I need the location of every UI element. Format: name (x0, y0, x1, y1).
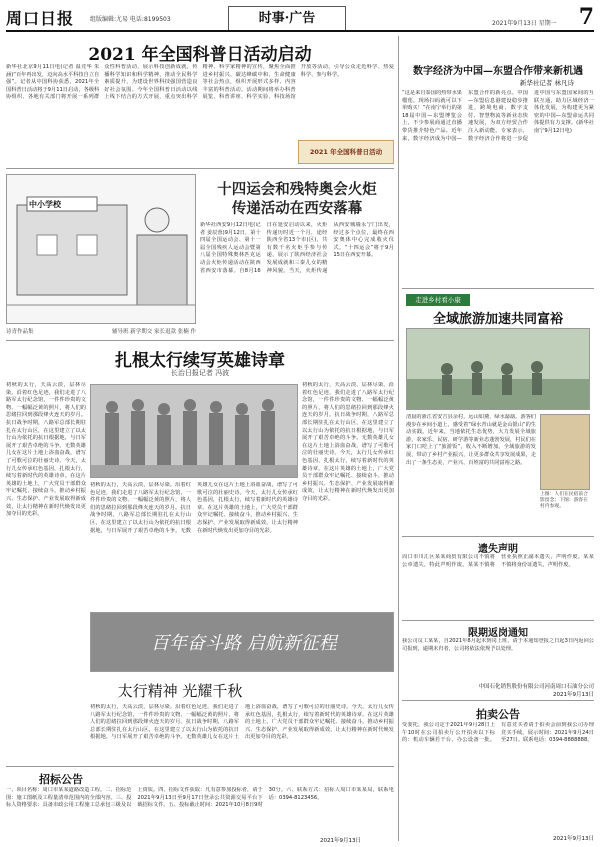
taihang-body-left: 初秋的太行，天高云淡，层林尽染。沿着红色足迹，我们走进了八路军太行纪念馆，一件件珍贵的文物、一幅幅泛黄的照片，将人们的思绪拉回到那段烽火连天的岁月。抗日战争时期，八路军总部长期驻扎在太行山区，在这里建立了以太行山为依托的抗日根据地，与日军展开了艰苦卓绝的斗争。无数英雄儿女在这片土地上浴血奋战，谱写了可歌可泣的壮丽史诗。今天，太行儿女传承红色基因，扎根太行，续写着新时代的英雄诗章。在这片英雄的土地上，广大党员干部群众牢记嘱托、接续奋斗，推动乡村振兴、生态保护、产业发展取得新成效，让太行精神在新时代焕发出更加夺目的光彩。 (6, 382, 86, 518)
section-title: 时事·广告 (228, 6, 346, 30)
return-notice-date: 2021年9月13日 (553, 692, 594, 698)
auction-notice-date: 2021年9月13日 (553, 836, 594, 842)
school-sign: 中小学校 (29, 200, 61, 209)
banner-overlay-text: 百年奋斗路 启航新征程 (151, 633, 337, 654)
digital-economy-byline: 新华社记者 林凡诗 (519, 79, 574, 87)
auction-notice-title: 拍卖公告 (476, 708, 520, 721)
cartoon-drawing (7, 175, 196, 324)
masthead (6, 6, 594, 32)
divider (6, 340, 394, 341)
village-tag (406, 294, 470, 306)
tourism-headline: 全域旅游加速共同富裕 (432, 312, 563, 327)
kepu-headline: 2021 年全国科普日活动启动 (88, 45, 312, 65)
tourism-photo-bottom (540, 414, 590, 490)
divider (402, 536, 594, 537)
tourism-photo-top (406, 328, 590, 410)
editor-info: 组版编辑:尤易 电话:8199503 (90, 16, 171, 23)
tourism-body: 清晨的浙江省安吉县余村，远山如黛、绿水潺潺。游客们漫步在乡间小道上，感受着“绿水青山就是金山银山”的生动实践。近年来，当地依托生态优势，大力发展全域旅游，农家乐、民宿、研学游等新业态蓬勃发展，村民们在家门口吃上了“旅游饭”，收入不断增加。全域旅游的发展，带动了乡村产业振兴，让更多群众共享发展成果，走出了一条生态美、产业兴、百姓富的共同富裕之路。 (406, 414, 536, 466)
tender-title: 招标公告 (39, 773, 83, 786)
page-number: 7 (578, 4, 594, 30)
tender-date: 2021年9月13日 (320, 838, 361, 844)
digital-economy-headline: 数字经济为中国—东盟合作带来新机遇 (413, 66, 583, 77)
tender-body: 一、项目名称：周口市某某道路改造工程。二、招标范围：施工图纸及工程量清单范围内的全部内容。三、投标人资格要求：具备市政公用工程施工总承包三级及以上资质。四、招标文件获取：凡有意参加投标者，请于2021年9月13日至9月17日登录公共资源交易平台下载招标文件。五、投标截止时间：2021年10月8日9时30分。六、联系方式：招标人周口市某某局，联系电话：0394-8123456。 (6, 787, 394, 809)
cartoon-left-caption: 诗青作品集 (6, 329, 34, 335)
auction-notice-body: 受委托，我公司定于2021年9月28日上午10时在公司拍卖厅公开拍卖以下标的：机动车辆若干台、办公设备一批。有意竞买者请于拍卖会前到我公司办理竞买手续。展示时间：2021年9月24日至27日。联系电话：0394-8888888。 (402, 722, 594, 744)
divider (6, 168, 394, 169)
taihang-body-mid: 初秋的太行，天高云淡，层林尽染。沿着红色足迹，我们走进了八路军太行纪念馆，一件件珍贵的文物、一幅幅泛黄的照片，将人们的思绪拉回到那段烽火连天的岁月。抗日战争时期，八路军总部长期驻扎在太行山区，在这里建立了以太行山为依托的抗日根据地，与日军展开了艰苦卓绝的斗争。无数英雄儿女在这片土地上浴血奋战，谱写了可歌可泣的壮丽史诗。今天，太行儿女传承红色基因，扎根太行，续写着新时代的英雄诗章。在这片英雄的土地上，广大党员干部群众牢记嘱托、接续奋斗，推动乡村振兴、生态保护、产业发展取得新成效，让太行精神在新时代焕发出更加夺目的光彩。 (90, 482, 298, 534)
school-cartoon (6, 174, 196, 324)
village-tag-text: 走进乡村看小康 (415, 296, 461, 304)
tourism-photo-top-drawing (407, 329, 590, 410)
divider (402, 620, 594, 621)
return-notice-signature: 中国石化销售股份有限公司河南周口石油分公司 (478, 684, 594, 690)
divider (402, 288, 594, 289)
kepu-badge (298, 140, 394, 164)
taihang-body-lower: 初秋的太行，天高云淡，层林尽染。沿着红色足迹，我们走进了八路军太行纪念馆，一件件珍贵的文物、一幅幅泛黄的照片，将人们的思绪拉回到那段烽火连天的岁月。抗日战争时期，八路军总部长期驻扎在太行山区，在这里建立了以太行山为依托的抗日根据地，与日军展开了艰苦卓绝的斗争。无数英雄儿女在这片土地上浴血奋战，谱写了可歌可泣的壮丽史诗。今天，太行儿女传承红色基因，扎根太行，续写着新时代的英雄诗章。在这片英雄的土地上，广大党员干部群众牢记嘱托、接续奋斗，推动乡村振兴、生态保护、产业发展取得新成效，让太行精神在新时代焕发出更加夺目的光彩。 (90, 704, 394, 741)
kepu-body: 新华社北京9月11日电(记者 温竞华 朱涵)“百年再出发，迈向高水平科技自立自强”。记者从中国科协获悉，2021年全国科普日活动将于9月11日启动，各级科协组织、各地有关部门将开展一系列群众性科普活动，展示科技创新成就，传播科学知识和科学精神，推动全民科学素质提升，为建设世界科技强国营造良好社会氛围。今年全国科普日活动以线上线下结合的方式开展，重点突出科学精神、科学家精神的宣传，聚焦全面推进乡村振兴、碳达峰碳中和、生命健康等社会热点，组织开展形式多样、内容丰富的科普活动。活动期间将举办科普展览、科普讲座、科学实验、科技场馆开放等活动，引导公众走近科学、热爱科学、参与科学。 (6, 64, 394, 101)
divider (6, 766, 394, 767)
taihang-byline: 长治日报记者 冯波 (170, 369, 230, 377)
loss-notice-body: 周口市川汇区某某商贸有限公司不慎将公章遗失，特此声明作废。某某不慎将营业执照正副本遗失，声明作废。某某不慎将身份证遗失，声明作废。 (402, 554, 594, 568)
loss-notice-title: 遗失声明 (478, 544, 518, 555)
centenary-banner (90, 612, 394, 672)
taihang-spirit-title: 太行精神 光耀千秋 (117, 682, 243, 700)
torch-body: 新华社西安9月12日电(记者 姜辰蓉)9月12日，第十四届全国运动会、第十一届全国残疾人运动会暨第八届全国特殊奥林匹克运动会火炬传递活动在陕西省西安市落幕。自8月16日在延安启动以来，火炬传递历时近一个月，途经陕西全省13个市(区)，共有数千名火炬手参与传递，展示了陕西经济社会发展成就和三秦儿女的精神风貌。当天，火炬传递从西安城墙永宁门出发，经过多个点位，最终在西安奥体中心完成收火仪式。“十四运会”将于9月15日在西安开幕。 (200, 222, 394, 274)
digital-economy-body: “这是来自泰国的热带水果榴莲，现场扫码就可以下单购买！”在南宁举行的第18届中国—东盟博览会上，不少参展商通过直播带货推介特色产品。近年来，数字经济成为中国—东盟合作的新亮点。中国—东盟信息港建设稳步推进，跨境电商、数字支付、智慧物流等新业态快速发展，为双方经贸合作注入新动能。专家表示，数字经济合作将进一步促进中国与东盟国家间的互联互通，助力区域经济一体化发展，为构建更为紧密的中国—东盟命运共同体提供有力支撑。(新华社南宁9月12日电) (402, 90, 594, 142)
divider (402, 700, 594, 701)
column-divider (398, 36, 399, 841)
taihang-body-right: 初秋的太行，天高云淡，层林尽染。沿着红色足迹，我们走进了八路军太行纪念馆，一件件珍贵的文物、一幅幅泛黄的照片，将人们的思绪拉回到那段烽火连天的岁月。抗日战争时期，八路军总部长期驻扎在太行山区，在这里建立了以太行山为依托的抗日根据地，与日军展开了艰苦卓绝的斗争。无数英雄儿女在这片土地上浴血奋战，谱写了可歌可泣的壮丽史诗。今天，太行儿女传承红色基因，扎根太行，续写着新时代的英雄诗章。在这片英雄的土地上，广大党员干部群众牢记嘱托、接续奋斗，推动乡村振兴、生态保护、产业发展取得新成效，让太行精神在新时代焕发出更加夺目的光彩。 (302, 382, 394, 502)
taihang-headline: 扎根太行续写英雄诗章 (115, 351, 285, 371)
torch-headline-2: 传递活动在西安落幕 (231, 200, 363, 217)
soldiers-photo-drawing (91, 385, 298, 478)
return-notice-title: 限期返岗通知 (468, 628, 528, 639)
cartoon-caption: 辅导班 新学期交 家长退款 张楠 作 (112, 329, 196, 335)
soldiers-photo (90, 384, 298, 478)
kepu-badge-text: 2021 年全国科普日活动 (309, 148, 383, 156)
newspaper-logo: 周口日报 (6, 9, 75, 28)
return-notice-body: 我公司员工某某，自2021年8月起未到岗上班，请于本通知登报之日起3日内返回公司报到，逾期未归者，公司将依法依规予以处理。 (402, 638, 594, 652)
torch-headline-1: 十四运会和残特奥会火炬 (217, 181, 377, 198)
tourism-photo-caption: 上图：人们在民宿前合影留念；下图：游客在村内参观。 (540, 492, 588, 509)
issue-date: 2021年9月13日 星期一 (492, 20, 557, 27)
